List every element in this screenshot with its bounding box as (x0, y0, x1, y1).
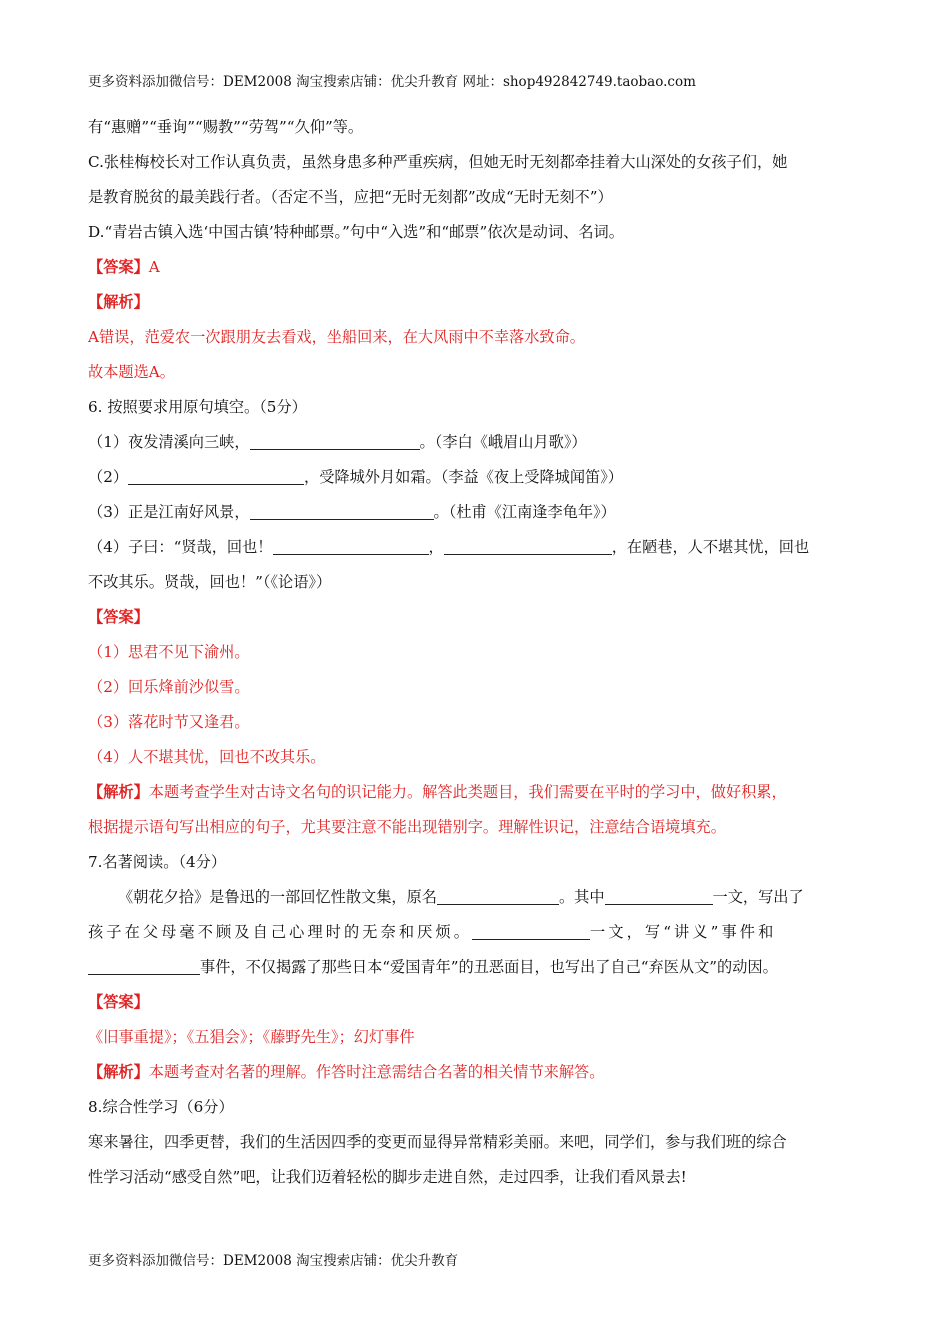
fill-blank (250, 434, 420, 450)
q6-item-4-text: （4）子曰：“贤哉，回也！ (88, 538, 273, 556)
fill-blank (88, 959, 200, 975)
q7-text-6: 事件，不仅揭露了那些日本“爱国青年”的丑恶面目，也写出了自己“弃医从文”的动因。 (200, 958, 778, 976)
q7-para-line2 (88, 915, 866, 950)
answer-tag: 【答案】 (88, 258, 149, 276)
fill-blank (437, 889, 559, 905)
q6-answer-tag: 【答案】 (88, 608, 149, 626)
q6-title: 6. 按照要求用原句填空。（5分） (88, 398, 307, 416)
fill-blank (472, 924, 590, 940)
page-header: 更多资料添加微信号：DEM2008 淘宝搜索店铺：优尖升教育 网址：shop492842749.taobao.com (88, 74, 696, 90)
q7-answer: 《旧事重提》；《五猖会》；《藤野先生》；幻灯事件 (88, 1028, 415, 1046)
q8-para-line2: 性学习活动“感受自然”吧，让我们迈着轻松的脚步走进自然，走过四季，让我们看风景去! (88, 1168, 687, 1186)
q6-item-1-text: （1）夜发清溪向三峡， (88, 433, 250, 451)
q7-analysis (88, 1055, 866, 1090)
q6-item-2 (88, 460, 866, 495)
fill-blank (273, 539, 429, 555)
q6-analysis (88, 775, 866, 810)
q6-item-1-source: 。（李白《峨眉山月歌》） (419, 433, 587, 451)
q8-para-line1: 寒来暑往，四季更替，我们的生活因四季的变更而显得异常精彩美丽。来吧，同学们，参与我们班的综合 (88, 1133, 787, 1151)
q5-option-c-line2: 是教育脱贫的最美践行者。（否定不当，应把“无时无刻都”改成“无时无刻不”） (88, 188, 613, 206)
fill-blank (605, 889, 713, 905)
document-body (88, 110, 866, 1195)
q6-answer-1: （1）思君不见下渝州。 (88, 643, 250, 661)
q7-text-2: 。其中 (558, 888, 605, 906)
q5-analysis-line1: A错误，范爱农一次跟朋友去看戏，坐船回来，在大风雨中不幸落水致命。 (88, 328, 585, 346)
fill-blank (444, 539, 612, 555)
page-footer: 更多资料添加微信号：DEM2008 淘宝搜索店铺：优尖升教育 (88, 1253, 459, 1269)
q6-item-3-text: （3）正是江南好风景， (88, 503, 250, 521)
q5-analysis-line2: 故本题选A。 (88, 363, 175, 381)
q7-para-line3 (88, 950, 866, 985)
q6-item-4 (88, 530, 866, 565)
q7-answer-tag: 【答案】 (88, 993, 149, 1011)
q7-para-line1 (88, 880, 866, 915)
q6-answer-2: （2）回乐烽前沙似雪。 (88, 678, 250, 696)
q6-answer-4: （4）人不堪其忧，回也不改其乐。 (88, 748, 326, 766)
q6-item-4-cont: 不改其乐。贤哉，回也！”（《论语》） (88, 573, 332, 591)
q6-item-4-text-2: ，在陋巷，人不堪其忧，回也 (611, 538, 810, 556)
q6-analysis-line2: 根据提示语句写出相应的句子，尤其要注意不能出现错别字。理解性识记，注意结合语境填充。 (88, 818, 726, 836)
q7-text-3: 一文，写出了 (712, 888, 804, 906)
q5-option-c-line1: C.张桂梅校长对工作认真负责，虽然身患多种严重疾病，但她无时无刻都牵挂着大山深处的女孩子们，她 (88, 153, 788, 171)
q7-text-5: 一文，写“讲义”事件和 (590, 923, 777, 941)
q5-line-tail: 有“惠赠”“垂询”“赐教”“劳驾”“久仰”等。 (88, 118, 364, 136)
q6-answer-3: （3）落花时节又逢君。 (88, 713, 250, 731)
analysis-tag: 【解析】 (88, 783, 149, 801)
fill-blank (250, 504, 434, 520)
q6-item-2-source: ，受降城外月如霜。（李益《夜上受降城闻笛》） (304, 468, 623, 486)
q6-item-3-source: 。（杜甫《江南逢李龟年》） (433, 503, 616, 521)
q8-title: 8.综合性学习（6分） (88, 1098, 234, 1116)
fill-blank (128, 469, 304, 485)
q6-analysis-line1: 本题考查学生对古诗文名句的识记能力。解答此类题目，我们需要在平时的学习中，做好积累， (148, 783, 787, 801)
q6-item-2-text: （2） (88, 468, 129, 486)
q7-text-1: 《朝花夕拾》是鲁迅的一部回忆性散文集，原名 (118, 888, 437, 906)
q6-item-4-sep: ， (428, 538, 444, 556)
q6-item-1 (88, 425, 866, 460)
q7-analysis-text: 本题考查对名著的理解。作答时注意需结合名著的相关情节来解答。 (148, 1063, 605, 1081)
q6-item-3 (88, 495, 866, 530)
analysis-tag: 【解析】 (88, 1063, 149, 1081)
q5-option-d: D.“青岩古镇入选‘中国古镇’特种邮票。”句中“入选”和“邮票”依次是动词、名词。 (88, 223, 624, 241)
q5-analysis-tag: 【解析】 (88, 293, 149, 311)
q5-answer-value: A (148, 258, 160, 276)
q7-text-4: 孩子在父母毫不顾及自己心理时的无奈和厌烦。 (88, 923, 473, 941)
q7-title: 7.名著阅读。（4分） (88, 853, 227, 871)
q5-answer (88, 250, 866, 285)
